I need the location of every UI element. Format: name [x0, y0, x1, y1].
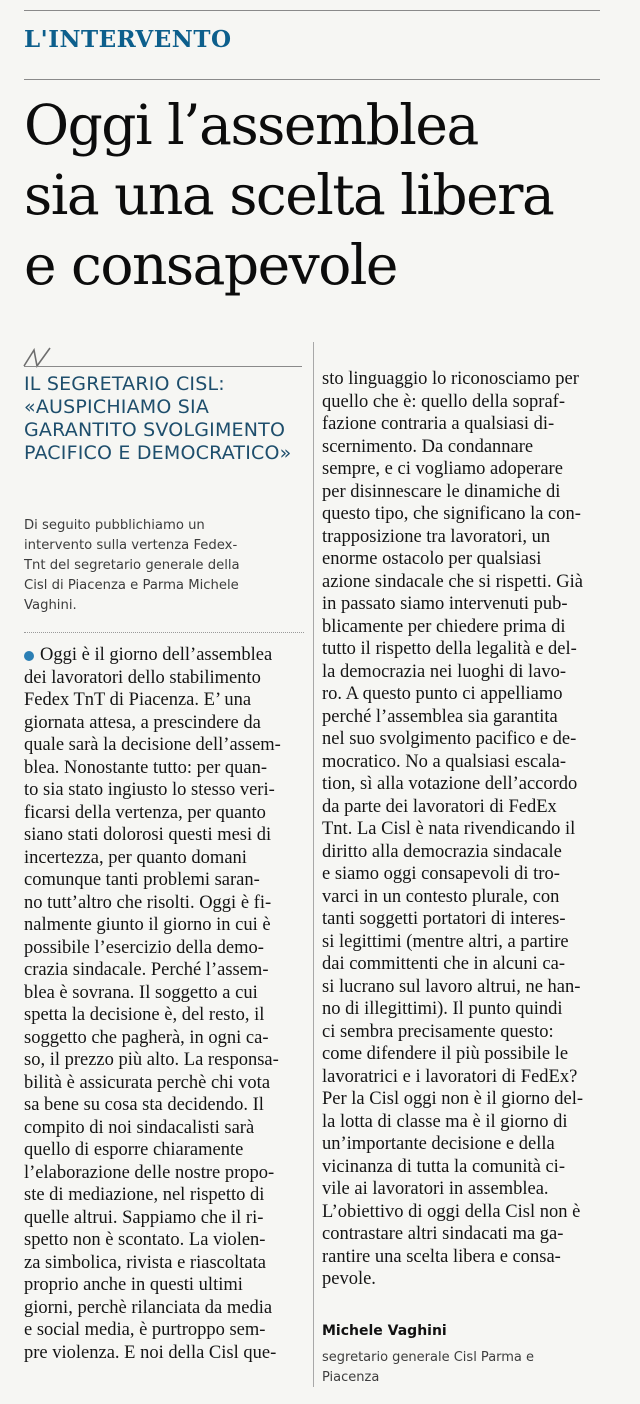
subhead-line: PACIFICO E DEMOCRATICO» — [24, 442, 292, 464]
body-line: e siamo oggi consapevoli di tro- — [322, 864, 560, 884]
subhead-line: «AUSPICHIAMO SIA — [24, 396, 210, 418]
body-line: soggetto che pagherà, in ogni ca- — [24, 1027, 269, 1048]
intro-line: Di seguito pubblichiamo un — [24, 518, 205, 533]
body-line: contrastare altri sindacati ma ga- — [322, 1224, 564, 1244]
body-line: trapposizione tra lavoratori, un — [322, 526, 551, 547]
body-line: crazia sindacale. Perché l’assem- — [24, 960, 269, 980]
body-line: vile ai lavoratori in assemblea. — [322, 1179, 549, 1199]
body-line: giornata attesa, a prescindere da — [24, 712, 261, 733]
subhead — [24, 373, 310, 465]
body-line: da parte dei lavoratori di FedEx — [322, 796, 557, 817]
body-line: tanti soggetti portatori di interes- — [322, 909, 566, 929]
body-line: varci in un contesto plurale, con — [322, 886, 560, 907]
body-line: sempre, e ci vogliamo adoperare — [322, 459, 563, 479]
body-line: la lotta di classe ma è il giorno di — [322, 1111, 568, 1132]
body-line: ste di mediazione, nel rispetto di — [24, 1185, 265, 1205]
body-line: L’obiettivo di oggi della Cisl non è — [322, 1201, 581, 1222]
body-line: azione sindacale che si rispetti. Già — [322, 571, 583, 592]
body-line: incertezza, per quanto domani — [24, 847, 247, 868]
body-line: in passato siamo intervenuti pub- — [322, 594, 568, 614]
author-name: Michele Vaghini — [322, 1323, 447, 1339]
intro-text — [24, 516, 310, 616]
body-line: giorni, perchè rilanciata da media — [24, 1297, 273, 1318]
body-line: za simbolica, rivista e riascoltata — [24, 1252, 266, 1273]
body-line: nalmente giunto il giorno in cui è — [24, 915, 271, 935]
body-line: Fedex TnT di Piacenza. E’ una — [24, 690, 252, 710]
author-role-line: Piacenza — [322, 1370, 380, 1385]
body-column-right — [322, 368, 608, 1291]
body-line: e social media, è purtroppo sem- — [24, 1320, 266, 1340]
body-line: per disinnescare le dinamiche di — [322, 481, 561, 502]
body-line: tutto il rispetto della legalità e del- — [322, 639, 577, 659]
author-role — [322, 1348, 602, 1388]
body-line: comunque tanti problemi saran- — [24, 870, 260, 890]
body-line: Oggi è il giorno dell’assemblea — [40, 645, 273, 665]
intro-line: intervento sulla vertenza Fedex- — [24, 538, 238, 553]
body-line: enorme ostacolo per qualsiasi — [322, 549, 542, 569]
body-line: l’elaborazione delle nostre propo- — [24, 1162, 275, 1183]
body-line: un’importante decisione e della — [322, 1134, 555, 1154]
body-line: possibile l’esercizio della demo- — [24, 937, 264, 958]
body-line: quello che è: quello della sopraf- — [322, 391, 565, 412]
subhead-line: IL SEGRETARIO CISL: — [24, 373, 225, 395]
body-line: so, il prezzo più alto. La responsa- — [24, 1050, 279, 1070]
top-rule — [24, 10, 600, 11]
body-line: blicamente per chiedere prima di — [322, 616, 566, 637]
section-tag: L'INTERVENTO — [24, 26, 232, 53]
headline — [24, 90, 624, 300]
body-line: to sia stato ingiusto lo stesso veri- — [24, 780, 275, 800]
headline-line: sia una scelta libera — [24, 163, 554, 227]
body-line: vicinanza di tutta la comunità ci- — [322, 1156, 565, 1177]
body-line: quello di esporre chiaramente — [24, 1140, 244, 1160]
body-line: pre violenza. E noi della Cisl que- — [24, 1342, 277, 1363]
intro-line: Tnt del segretario generale della — [24, 558, 240, 573]
body-line: dai committenti che in alcuni ca- — [322, 954, 565, 974]
subhead-line: GARANTITO SVOLGIMENTO — [24, 419, 286, 441]
body-line: pevole. — [322, 1269, 376, 1289]
body-line: rantire una scelta libera e consa- — [322, 1246, 561, 1267]
body-line: spetto non è scontato. La violen- — [24, 1230, 266, 1250]
intro-rule — [24, 632, 304, 633]
body-line: Per la Cisl oggi non è il giorno del- — [322, 1089, 584, 1109]
body-line: spetta la decisione è, del resto, il — [24, 1005, 265, 1025]
body-line: Tnt. La Cisl è nata rivendicando il — [322, 819, 576, 839]
body-line: si legittimi (mentre altri, a partire — [322, 931, 569, 952]
body-line: questo tipo, che significano la con- — [322, 504, 581, 524]
body-line: blea è sovrana. Il soggetto a cui — [24, 982, 258, 1003]
body-line: ci sembra precisamente questo: — [322, 1021, 554, 1042]
body-line: mocratico. No a qualsiasi escala- — [322, 751, 566, 772]
body-line: scernimento. Da condannare — [322, 436, 534, 457]
body-line: ficarsi della vertenza, per quanto — [24, 802, 266, 823]
headline-line: Oggi l’assemblea — [24, 93, 478, 157]
body-line: lavoratrici e i lavoratori di FedEx? — [322, 1066, 578, 1087]
intro-line: Cisl di Piacenza e Parma Michele — [24, 578, 239, 593]
author-role-line: segretario generale Cisl Parma e — [322, 1350, 535, 1365]
body-column-left — [24, 644, 303, 1364]
body-line: siano stati dolorosi questi mesi di — [24, 825, 272, 845]
body-line: quale sarà la decisione dell’assem- — [24, 735, 281, 755]
body-line: diritto alla democrazia sindacale — [322, 841, 562, 862]
body-line: no tutt’altro che risolti. Oggi è fi- — [24, 892, 272, 913]
body-line: proprio anche in questi ultimi — [24, 1275, 243, 1295]
body-line: quelle altrui. Sappiamo che il ri- — [24, 1207, 264, 1228]
body-line: nel suo svolgimento pacifico e de- — [322, 729, 577, 749]
body-line: fazione contraria a qualsiasi di- — [322, 414, 555, 434]
body-line: la democrazia nei luoghi di lavo- — [322, 661, 567, 682]
body-line: dei lavoratori dello stabilimento — [24, 667, 261, 688]
body-line: perché l’assemblea sia garantita — [322, 706, 558, 727]
body-line: sa bene su cosa sta decidendo. Il — [24, 1095, 264, 1115]
body-line: si lucrano sul lavoro altrui, ne han- — [322, 976, 581, 997]
intro-line: Vaghini. — [24, 598, 77, 613]
section-rule — [24, 79, 600, 80]
body-line: bilità è assicurata perchè chi vota — [24, 1072, 271, 1093]
headline-line: e consapevole — [24, 233, 397, 297]
column-divider — [313, 342, 314, 1387]
body-line: ro. A questo punto ci appelliamo — [322, 684, 563, 704]
subhead-rule — [24, 366, 302, 367]
body-line: sto linguaggio lo riconosciamo per — [322, 369, 579, 389]
quote-mark-icon — [22, 344, 52, 368]
body-line: compito di noi sindacalisti sarà — [24, 1117, 255, 1138]
body-line: tion, sì alla votazione dell’accordo — [322, 774, 578, 794]
body-line: come difendere il più possibile le — [322, 1044, 569, 1064]
body-line: no di illegittimi). Il punto quindi — [322, 999, 563, 1019]
body-line: blea. Nonostante tutto: per quan- — [24, 757, 268, 778]
